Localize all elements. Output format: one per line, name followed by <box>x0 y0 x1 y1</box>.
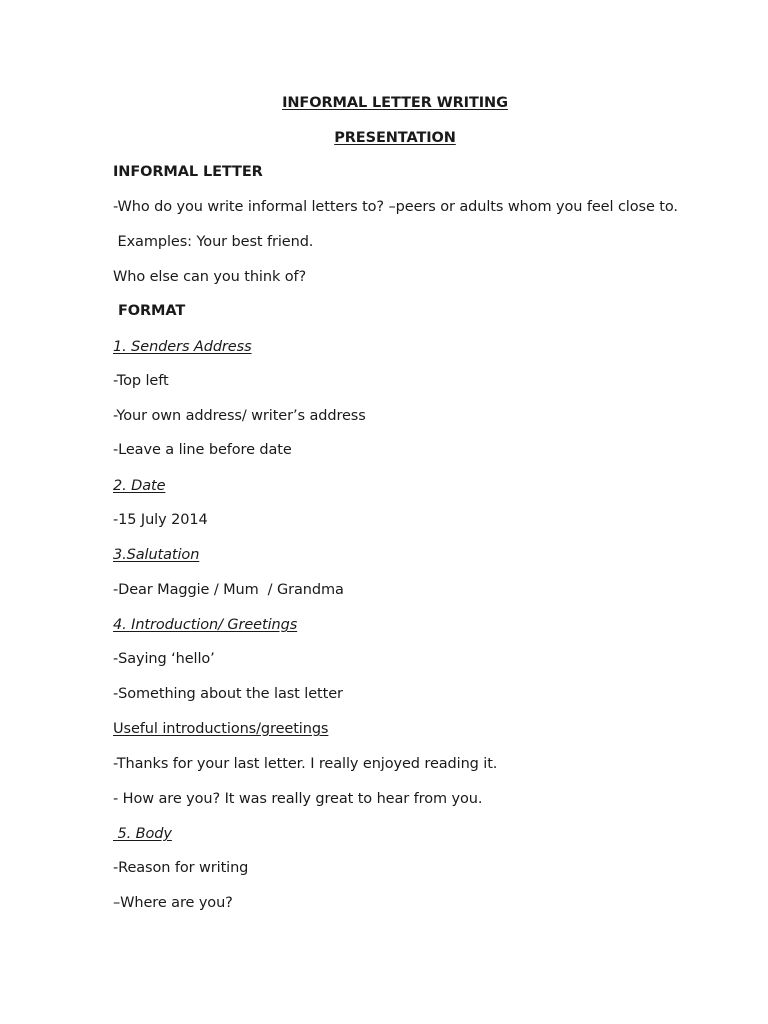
text-top-left: -Top left <box>113 373 169 389</box>
heading-format: FORMAT <box>113 303 186 319</box>
heading-useful-introductions: Useful introductions/greetings <box>113 721 329 737</box>
text-reason: -Reason for writing <box>113 860 249 876</box>
text-saying-hello: -Saying ‘hello’ <box>113 651 215 667</box>
text-something-last: -Something about the last letter <box>113 686 343 702</box>
section-heading-informal-letter: INFORMAL LETTER <box>113 164 263 180</box>
text-how-are-you: - How are you? It was really great to hear from you. <box>113 791 483 807</box>
heading-salutation: 3.Salutation <box>113 547 200 563</box>
text-date-value: -15 July 2014 <box>113 512 208 528</box>
text-dear: -Dear Maggie / Mum / Grandma <box>113 582 344 598</box>
text-who-else: Who else can you think of? <box>113 269 307 285</box>
text-examples: Examples: Your best friend. <box>113 234 314 250</box>
document-title: INFORMAL LETTER WRITING <box>282 95 508 111</box>
heading-body: 5. Body <box>113 826 172 842</box>
document-subtitle: PRESENTATION <box>334 130 456 146</box>
heading-introduction: 4. Introduction/ Greetings <box>113 617 298 633</box>
heading-senders-address: 1. Senders Address <box>113 339 252 355</box>
text-leave-line: -Leave a line before date <box>113 442 292 458</box>
text-own-address: -Your own address/ writer’s address <box>113 408 366 424</box>
text-where: –Where are you? <box>113 895 233 911</box>
heading-date: 2. Date <box>113 478 166 494</box>
text-who-write: -Who do you write informal letters to? –peers or adults whom you feel close to. <box>113 199 678 215</box>
text-thanks: -Thanks for your last letter. I really enjoyed reading it. <box>113 756 498 772</box>
